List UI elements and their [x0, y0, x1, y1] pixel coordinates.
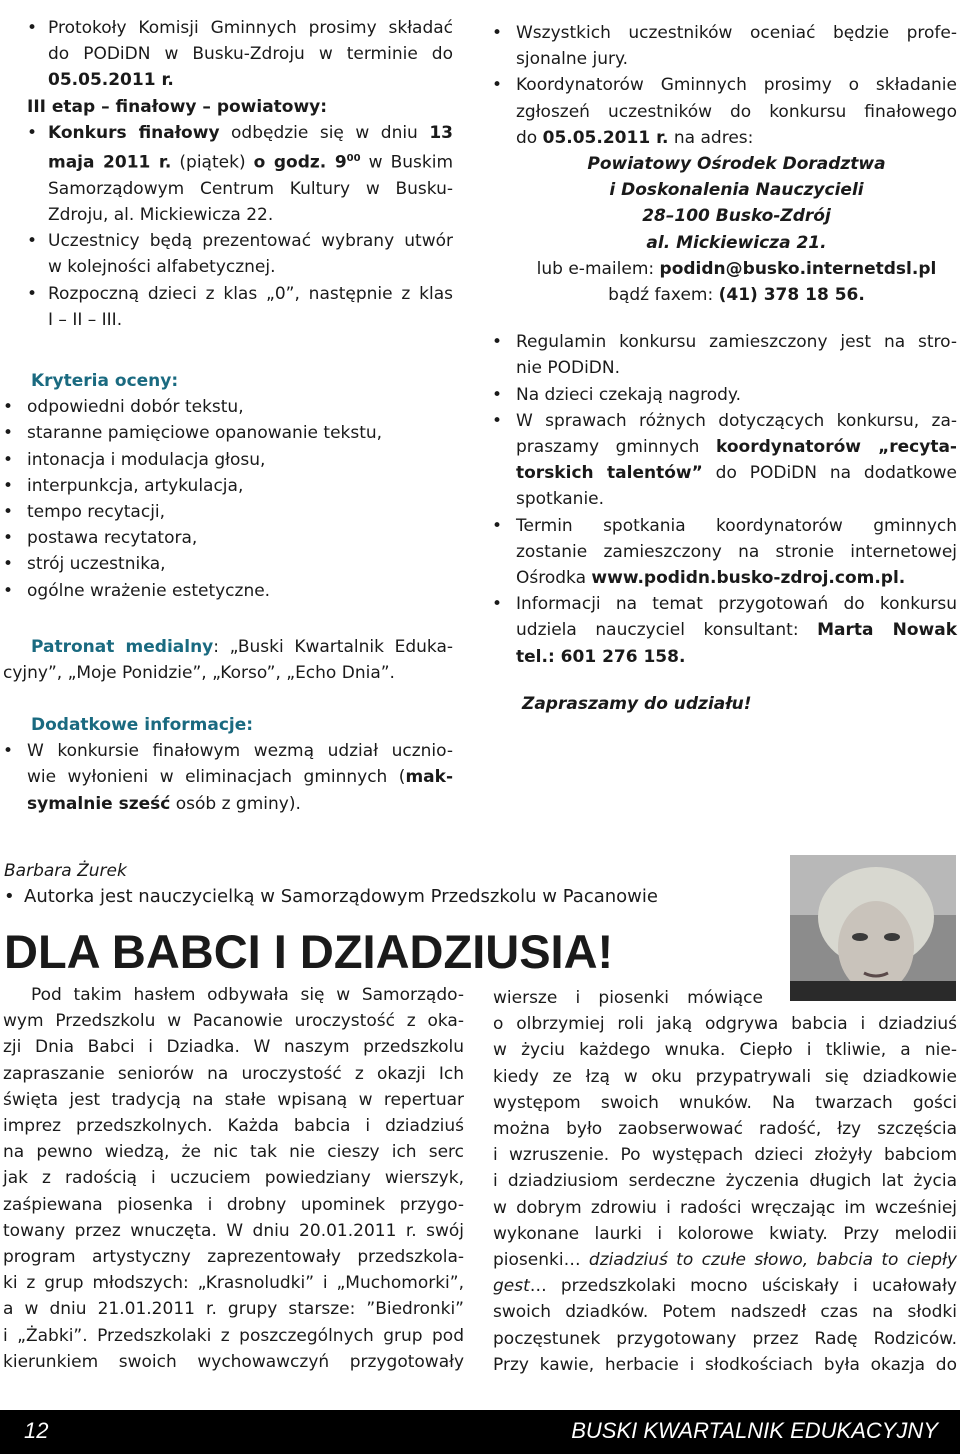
article-line: kierunkiem swoich wychowawczyń przygotowały: [3, 1351, 464, 1372]
author-photo: [790, 855, 956, 1001]
fax-line: bądź faxem: (41) 378 18 56.: [608, 285, 865, 306]
criteria-item: • tempo recytacji,: [3, 499, 453, 525]
invitation: Zapraszamy do udziału!: [522, 693, 752, 714]
email-line: lub e-mailem: podidn@busko.internetdsl.pl: [536, 258, 937, 279]
article-line: jak z radością i uczuciem powiedziany wierszyk,: [3, 1168, 464, 1189]
article-line: imprez przedszkolnych. Każda babcia i dziadziuś: [3, 1116, 464, 1137]
additional-line: symalnie sześć osób z gminy).: [27, 793, 301, 814]
media-patronage: [3, 634, 453, 686]
criteria-item: • intonacja i modulacja głosu,: [3, 447, 453, 473]
email-link[interactable]: podidn@busko.internetdsl.pl: [659, 258, 937, 279]
jury-line: sjonalne jury.: [516, 49, 629, 70]
final-info-line: Zdroju, al. Mickiewicza 22.: [48, 205, 274, 226]
article-line: występom swoich wnuków. Na twarzach gości: [493, 1092, 957, 1113]
article-line: i „Żabki”. Przedszkolaki z poszczególnych grup pod: [3, 1325, 464, 1346]
matters-line: spotkanie.: [516, 489, 605, 510]
address-line: i Doskonalenia Nauczycieli: [609, 180, 864, 201]
criteria-item: • postawa recytatora,: [3, 525, 453, 551]
criteria-heading: Kryteria oceny:: [31, 371, 179, 391]
criteria-item: • odpowiedni dobór tekstu,: [3, 394, 453, 420]
participants-line: • Uczestnicy będą prezentować wybrany utwór: [27, 228, 453, 254]
info-line: • Informacji na temat przygotowań do konkursu: [492, 591, 957, 617]
stage-heading: III etap – finałowy – powiatowy:: [27, 96, 328, 117]
article-line: ki z grup młodszych: „Krasnoludki” i „Muchomorki”,: [3, 1273, 464, 1294]
article-line: można było zaobserwować radość, łzy szczęścia: [493, 1119, 957, 1140]
website-link[interactable]: www.podidn.busko-zdroj.com.pl.: [591, 568, 906, 589]
address-block: [492, 151, 957, 308]
article-line: swoich dziadków. Potem nadszedł czas na słodki: [493, 1302, 957, 1323]
article-line: na pewno wiedzą, że nic tak nie cieszy ich serc: [3, 1142, 464, 1163]
article-right-column: [493, 985, 957, 1378]
info-line: udziela nauczyciel konsultant: Marta Nowak: [516, 620, 957, 641]
meeting-line: zostanie zamieszczony na stronie internetowej: [516, 541, 957, 562]
author-block: [4, 858, 658, 910]
article-line: towany przez wnuczęta. W dniu 20.01.2011 r. swój: [3, 1220, 464, 1241]
article-left-column: [3, 982, 464, 1375]
article-line: kiedy ze łzą w oku przypatrywali się dziadkowie: [493, 1066, 957, 1087]
address-line: 28–100 Busko-Zdrój: [642, 206, 831, 227]
address-line: Powiatowy Ośrodek Doradztwa: [587, 154, 886, 175]
participants-line: w kolejności alfabetycznej.: [48, 257, 276, 278]
matters-line: • W sprawach różnych dotyczących konkursu, za-: [492, 408, 957, 434]
additional-info: [3, 712, 453, 817]
patronage-line: Patronat medialny: „Buski Kwartalnik Eduka-: [31, 637, 453, 657]
additional-line: • W konkursie finałowym wezmą udział ucznio-: [3, 738, 453, 764]
additional-line: wie wyłonieni w eliminacjach gminnych (mak-: [27, 767, 453, 788]
patronage-line: cyjny”, „Moje Ponidzie”, „Korso”, „Echo Dnia”.: [3, 663, 395, 684]
article-line: święta jest tradycją na stałe wpisaną w repertuar: [3, 1089, 464, 1110]
meeting-line: • Termin spotkania koordynatorów gminnych: [492, 513, 957, 539]
start-order-line: I – II – III.: [48, 309, 123, 330]
portrait-image: [790, 855, 956, 1001]
final-info-line: Samorządowym Centrum Kultury w Busku-: [48, 178, 453, 199]
criteria-item: • interpunkcja, artykulacja,: [3, 473, 453, 499]
author-name: Barbara Żurek: [4, 861, 127, 881]
article-line: zaśpiewana piosenka i drobny upominek przygo-: [3, 1194, 464, 1215]
article-line: Pod takim hasłem odbywała się w Samorządo-: [31, 985, 464, 1005]
jury-line: • Wszystkich uczestników oceniać będzie profe-: [492, 20, 957, 46]
rules-line: nie PODiDN.: [516, 358, 621, 379]
criteria-item: • ogólne wrażenie estetyczne.: [3, 578, 453, 604]
address-line: al. Mickiewicza 21.: [646, 232, 827, 253]
article-line: piosenki… dziadziuś to czułe słowo, babcia to ciepły: [493, 1250, 957, 1271]
article-line: a w dniu 21.01.2011 r. grupy starsze: ”Biedronki”: [3, 1299, 464, 1320]
criteria-section: [3, 368, 453, 604]
info-line: tel.: 601 276 158.: [516, 646, 686, 667]
page-number: 12: [24, 1418, 49, 1443]
article-line: w dobrym zdrowiu i radości wręczając im wcześniej: [493, 1197, 957, 1218]
article-line: i wzruszenie. Po występach dzieci złożyły babciom: [493, 1145, 957, 1166]
prizes-line: • Na dzieci czekają nagrody.: [492, 382, 957, 408]
protocol-text-line: • Protokoły Komisji Gminnych prosimy składać: [27, 15, 453, 41]
start-order-line: • Rozpoczną dzieci z klas „0”, następnie z klas: [27, 281, 453, 307]
matters-line: torskich talentów” do PODiDN na dodatkowe: [516, 463, 957, 484]
article-line: i dziadziusiom serdeczne życzenia długich lat życia: [493, 1171, 957, 1192]
spacer: [492, 308, 957, 329]
article-line: wym Przedszkolu w Pacanowie uroczystość z oka-: [3, 1011, 464, 1032]
coordinators-line: • Koordynatorów Gminnych prosimy o składanie: [492, 72, 957, 98]
article-line: poczęstunek przygotowany przez Radę Rodziców.: [493, 1328, 957, 1349]
protocol-deadline: 05.05.2011 r.: [48, 70, 174, 91]
page-footer: [0, 1410, 960, 1454]
protocol-text-line: do PODiDN w Busku-Zdroju w terminie do: [48, 44, 453, 65]
author-bio: • Autorka jest nauczycielką w Samorządowym Przedszkolu w Pacanowie: [4, 884, 658, 910]
article-line: zji Dnia Babci i Dziadka. W naszym przedszkolu: [3, 1037, 464, 1058]
meeting-line: Ośrodka www.podidn.busko-zdroj.com.pl.: [516, 568, 906, 589]
article-line: w życiu każdego wnuka. Ciepło i tkliwie, a nie-: [493, 1040, 957, 1061]
article-line: zapraszanie seniorów na uroczystość z okazji Ich: [3, 1063, 464, 1084]
article-line: gest… przedszkolaki mocno uściskały i ucałowały: [493, 1276, 957, 1297]
additional-heading: Dodatkowe informacje:: [31, 715, 254, 735]
rules-line: • Regulamin konkursu zamieszczony jest na stro-: [492, 329, 957, 355]
article-title: DLA BABCI I DZIADZIUSIA!: [4, 925, 614, 978]
left-column: [27, 15, 453, 333]
final-info-line: maja 2011 r. (piątek) o godz. $9^{00}$ w Buskim: [48, 152, 454, 173]
criteria-item: • strój uczestnika,: [3, 551, 453, 577]
article-line: o olbrzymiej roli jaką odgrywa babcia i dziadziuś: [493, 1014, 957, 1035]
article-line: Przy kawie, herbacie i słodkościach była okazja do: [493, 1354, 957, 1375]
final-info-line: • Konkurs finałowy odbędzie się w dniu 13: [27, 120, 453, 146]
article-line: wykonane laurki i kolorowe kwiaty. Przy melodii: [493, 1223, 957, 1244]
spacer: [492, 670, 957, 691]
article-line: wiersze i piosenki mówiące: [493, 988, 763, 1008]
coordinators-line: do 05.05.2011 r. na adres:: [516, 127, 754, 148]
article-line: program artystyczny zaprezentowały przedszkola-: [3, 1247, 464, 1268]
coordinators-line: zgłoszeń uczestników do konkursu finałowego: [516, 101, 957, 122]
matters-line: praszamy gminnych koordynatorów „recyta-: [516, 437, 957, 458]
right-column: [492, 20, 957, 717]
magazine-name: BUSKI KWARTALNIK EDUKACYJNY: [571, 1418, 938, 1443]
bullet-icon: •: [4, 886, 15, 907]
criteria-item: • staranne pamięciowe opanowanie tekstu,: [3, 420, 453, 446]
